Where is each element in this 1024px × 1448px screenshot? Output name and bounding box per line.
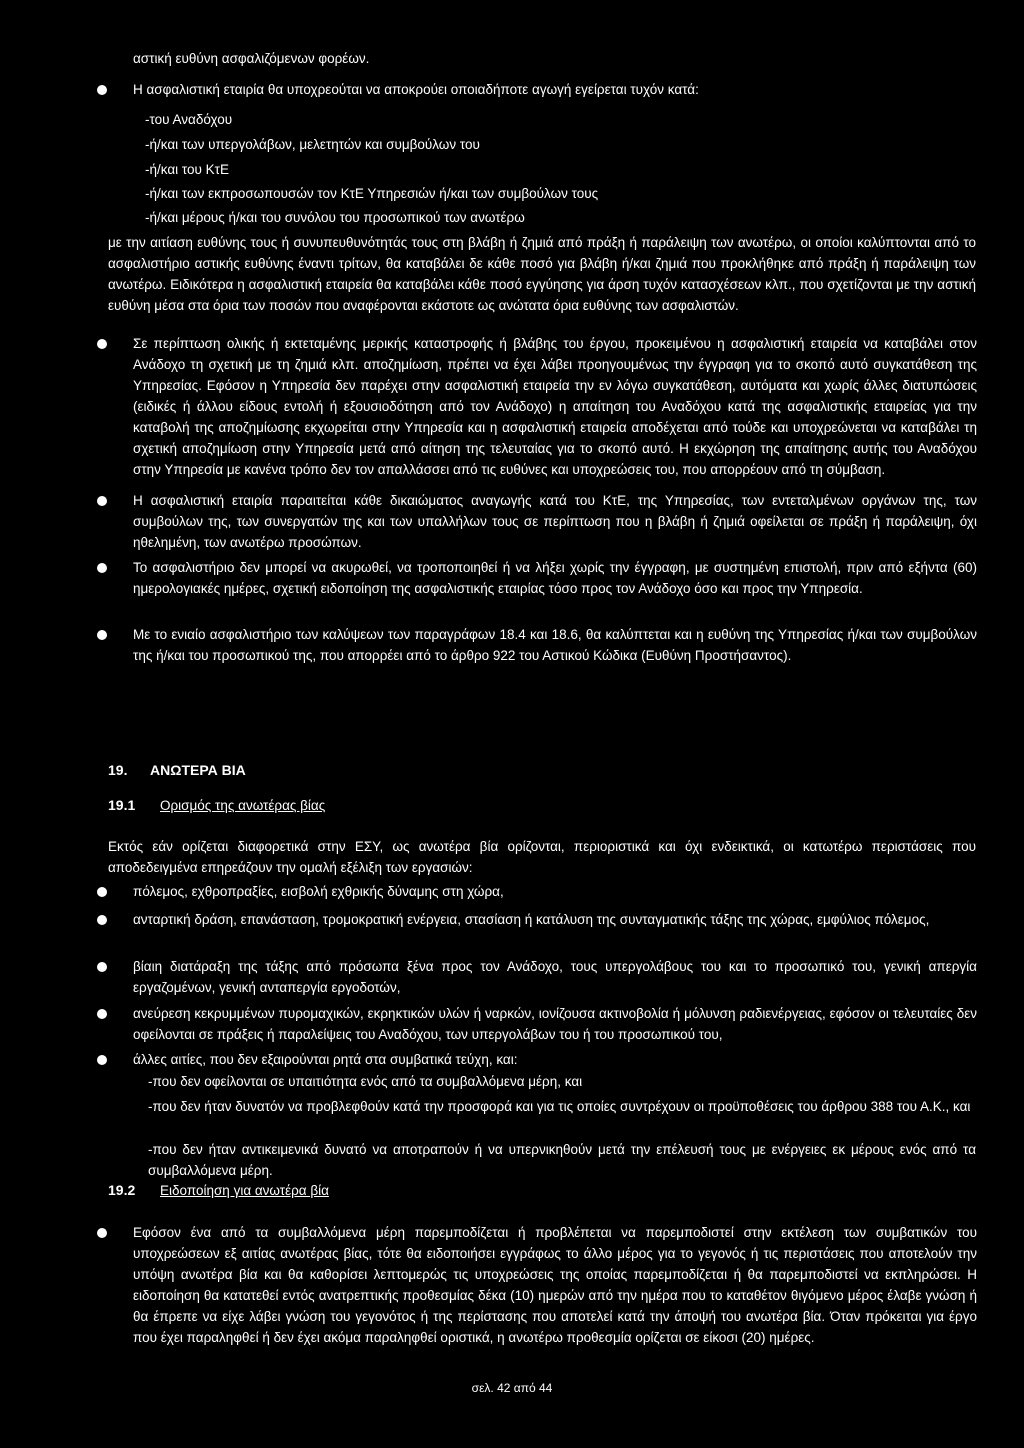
- force-majeure-item: ανεύρεση κεκρυμμένων πυρομαχικών, εκρηκτικών υλών ή ναρκών, ιονίζουσα ακτινοβολία ή μόλυνση ραδιενέργειας, εφόσον οι τελευταίες δεν οφείλονται σε πράξεις ή παραλείψεις του Αναδόχου, των υπεργολάβων του ή του προσωπικού του,: [133, 1006, 977, 1042]
- continuation-line: αστική ευθύνη ασφαλιζόμενων φορέων.: [133, 51, 370, 66]
- bullet-icon: [97, 915, 107, 925]
- bullet-icon: [97, 339, 107, 349]
- force-majeure-item: βίαιη διατάραξη της τάξης από πρόσωπα ξένα προς τον Ανάδοχο, τους υπεργολάβους του και το προσωπικό του, γενική απεργία εργαζομένων, γενική ανταπεργία εργοδοτών,: [133, 959, 977, 995]
- force-majeure-subitem: -που δεν ήταν δυνατόν να προβλεφθούν κατά την προσφορά και για τις οποίες συντρέχουν οι προϋποθέσεις του άρθρου 388 του Α.Κ., και: [148, 1099, 971, 1114]
- bullet-icon: [97, 563, 107, 573]
- bullet-icon: [97, 1055, 107, 1065]
- subsection-title: Ορισμός της ανωτέρας βίας: [160, 798, 326, 813]
- subsection-number: 19.2: [108, 1182, 136, 1198]
- bullet-paragraph: Το ασφαλιστήριο δεν μπορεί να ακυρωθεί, να τροποποιηθεί ή να λήξει χωρίς την έγγραφη, με συστημένη επιστολή, πριν από εξήντα (60) ημερολογιακές ημέρες, σχετική ειδοποίηση της ασφαλιστικής εταιρίας τόσο προς τον Ανάδοχο όσο και προς την Υπηρεσία.: [133, 560, 977, 596]
- bullet-paragraph: Η ασφαλιστική εταιρία παραιτείται κάθε δικαιώματος αναγωγής κατά του ΚτΕ, της Υπηρεσίας, των εντεταλμένων οργάνων της, των συμβούλων της, των συνεργατών της και των υπαλλήλων τους σε περίπτωση που η βλάβη ή ζημιά οφείλεται σε πράξη ή παράλειψη, όχι ηθελημένη, των ανωτέρω προσώπων.: [133, 493, 977, 550]
- force-majeure-item: άλλες αιτίες, που δεν εξαιρούνται ρητά στα συμβατικά τεύχη, και:: [133, 1052, 518, 1067]
- subsection-number: 19.1: [108, 797, 136, 813]
- bullet-icon: [97, 1228, 107, 1238]
- force-majeure-subitem: -που δεν ήταν αντικειμενικά δυνατό να αποτραπούν ή να υπερνικηθούν μετά την επέλευσή τους με ενέργειες εκ μέρους ενός από τα συμβαλλόμενα μέρη.: [148, 1142, 976, 1178]
- liability-paragraph: με την αιτίαση ευθύνης τους ή συνυπευθυνότητάς τους στη βλάβη ή ζημιά από πράξη ή παράλειψη των ανωτέρω, οι οποίοι καλύπτονται από το ασφαλιστήριο αστικής ευθύνης έναντι τρίτων, θα καταβάλει δε κάθε ποσό για βλάβη ή/και ζημιά που προκλήθηκε από πράξη ή παράλειψη των ανωτέρω. Ειδικότερα η ασφαλιστική εταιρεία θα καταβάλει κάθε ποσό εγγύησης για άρση τυχόν κατασχέσεων κλπ., που σχετίζονται με την αστική ευθύνη μέσα στα όρια των ποσών που αναφέρονται εκάστοτε ως ανώτατα όρια ευθύνης των ασφαλιστών.: [108, 235, 976, 313]
- subsection-title: Ειδοποίηση για ανωτέρα βία: [160, 1183, 329, 1198]
- section-number: 19.: [108, 762, 128, 778]
- bullet-icon: [97, 962, 107, 972]
- bullet-paragraph: Σε περίπτωση ολικής ή εκτεταμένης μερικής καταστροφής ή βλάβης του έργου, προκειμένου η ασφαλιστική εταιρεία να καταβάλει στον Ανάδοχο τη σχετική με τη ζημιά κλπ. αποζημίωση, πρέπει να έχει λάβει προηγουμένως την έγγραφη για το σκοπό αυτό συγκατάθεση της Υπηρεσίας. Εφόσον η Υπηρεσία δεν παρέχει στην ασφαλιστική εταιρεία την εν λόγω συγκατάθεση, αυτόματα και χωρίς άλλες διατυπώσεις (ειδικές ή άλλου είδους εντολή ή εξουσιοδότηση από τον Ανάδοχο) η απαίτηση του Αναδόχου κατά της ασφαλιστικής εταιρείας για την καταβολή της αποζημίωσης εκχωρείται στην Υπηρεσία και η ασφαλιστική εταιρεία αποδέχεται από τούδε και υποχρεώνεται να καταβάλει τη σχετική αποζημίωση στην Υπηρεσία μετά από αίτηση της τελευταίας για το σκοπό αυτό. Η εκχώρηση της απαίτησης αυτής του Αναδόχου στην Υπηρεσία με κανένα τρόπο δεν τον απαλλάσσει από τις ευθύνες και υποχρεώσεις του, που απορρέουν από τη σύμβαση.: [133, 336, 977, 477]
- bullet-icon: [97, 630, 107, 640]
- notice-paragraph: Εφόσον ένα από τα συμβαλλόμενα μέρη παρεμποδίζεται ή προβλέπεται να παρεμποδιστεί στην εκτέλεση των συμβατικών του υποχρεώσεων εξ αιτίας ανωτέρας βίας, τότε θα ειδοποιήσει εγγράφως το άλλο μέρος για το γεγονός ή τις περιστάσεις που αποτελούν την υπόψη ανωτέρα βία και θα καθορίσει λεπτομερώς τις υποχρεώσεις της οποίας παρεμποδίζεται ή θα παρεμποδιστεί να εκπληρώσει. Η ειδοποίηση θα κατατεθεί εντός ανατρεπτικής προθεσμίας δέκα (10) ημερών από την ημέρα που το καταθέτον θιγόμενο μέρος έλαβε γνώση ή θα έπρεπε να είχε λάβει γνώση του γεγονότος ή της περίστασης που αποτελεί κατά την άποψή του ανωτέρα βία. Όταν πρόκειται για έργο που έχει παραληφθεί ή δεν έχει ακόμα παραληφθεί οριστικά, η ανωτέρω προθεσμία ορίζεται σε είκοσι (20) ημέρες.: [133, 1225, 977, 1345]
- bullet-paragraph: Με το ενιαίο ασφαλιστήριο των καλύψεων των παραγράφων 18.4 και 18.6, θα καλύπτεται και η ευθύνη της Υπηρεσίας ή/και των συμβούλων της ή/και του προσωπικού της, που απορρέει από το άρθρο 922 του Αστικού Κώδικα (Ευθύνη Προστήσαντος).: [133, 627, 977, 663]
- bullet-icon: [97, 496, 107, 506]
- sub-item: -ή/και των εκπροσωπουσών τον ΚτΕ Υπηρεσιών ή/και των συμβούλων τους: [145, 186, 599, 201]
- bullet-icon: [97, 887, 107, 897]
- section-title: ΑΝΩΤΕΡΑ ΒΙΑ: [150, 762, 246, 778]
- sub-item: -του Αναδόχου: [145, 112, 233, 127]
- force-majeure-item: ανταρτική δράση, επανάσταση, τρομοκρατική ενέργεια, στασίαση ή κατάλυση της συνταγματικής τάξης της χώρας, εμφύλιος πόλεμος,: [133, 912, 930, 927]
- bullet-icon: [97, 1009, 107, 1019]
- force-majeure-item: πόλεμος, εχθροπραξίες, εισβολή εχθρικής δύναμης στη χώρα,: [133, 884, 504, 899]
- bullet-icon: [97, 85, 107, 95]
- page-number: σελ. 42 από 44: [471, 1381, 553, 1395]
- insurer-defense-text: Η ασφαλιστική εταιρία θα υποχρεούται να αποκρούει οποιαδήποτε αγωγή εγείρεται τυχόν κατά:: [133, 82, 699, 97]
- force-majeure-intro: Εκτός εάν ορίζεται διαφορετικά στην ΕΣΥ, ως ανωτέρα βία ορίζονται, περιοριστικά και όχι ενδεικτικά, οι κατωτέρω περιστάσεις που αποδεδειγμένα επηρεάζουν την ομαλή εξέλιξη των εργασιών:: [108, 839, 976, 875]
- sub-item: -ή/και μέρους ή/και του συνόλου του προσωπικού των ανωτέρω: [145, 210, 525, 225]
- sub-item: -ή/και των υπεργολάβων, μελετητών και συμβούλων του: [145, 137, 480, 152]
- sub-item: -ή/και του ΚτΕ: [145, 162, 230, 177]
- force-majeure-subitem: -που δεν οφείλονται σε υπαιτιότητα ενός από τα συμβαλλόμενα μέρη, και: [148, 1074, 583, 1089]
